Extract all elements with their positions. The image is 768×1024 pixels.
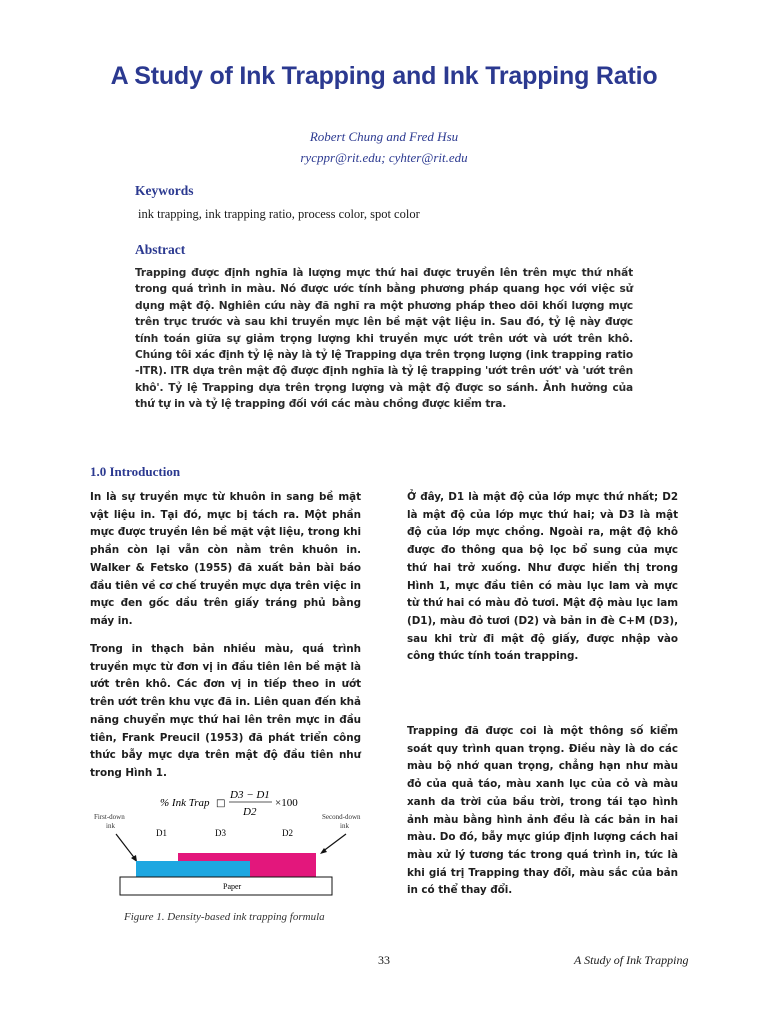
running-title: A Study of Ink Trapping — [574, 953, 689, 967]
author-emails: rycppr@rit.edu; cyhter@rit.edu — [300, 150, 468, 165]
formula-denominator: D2 — [243, 806, 257, 818]
first-down-label-line1: First-down — [94, 813, 125, 821]
abstract-text: Trapping được định nghĩa là lượng mực thứ hai được truyền lên trên mực thứ nhất trong quá trình in màu. Nó được ước tính bằng phương pháp quang học với việc sử dụng mật độ. Nghiên cứu này đã nghĩ ra một phương pháp theo dõi khối lượng mực trên trục trước và sau khi truyền mực lên bề mặt vật liệu in. Sau đó, tỷ lệ này được tính toán giữa sự giảm trọng lượng khi truyền mực ướt trên ướt và ướt trên khô. Chúng tôi xác định tỷ lệ này là tỷ lệ Trapping dựa trên trọng lượng (ink trapping ratio -ITR). ITR dựa trên mật độ được định nghĩa là tỷ lệ trapping 'ướt trên ướt' và 'ướt trên khô'. Tỷ lệ Trapping dựa trên trọng lượng và mật độ được so sánh. Ảnh hưởng của thứ tự in và tỷ lệ trapping đối với các màu chồng được kiểm tra. — [135, 267, 633, 411]
d1-label: D1 — [156, 828, 167, 838]
formula-symbol: □ — [216, 798, 226, 809]
intro-paragraph-2: Trong in thạch bản nhiều màu, quá trình truyền mực từ đơn vị in đầu tiên lên bề mặt là ướt trên khô. Các đơn vị in tiếp theo in ướt trên ướt trên khu vực đã in. Liên quan đến khả năng chuyển mực thứ hai lên trên mực in đầu tiên, Frank Preucil (1953) đã phát triển công thức bẫy mực dựa trên mật độ đầu tiên như trong Hình 1. — [90, 643, 361, 779]
formula-numerator: D3 − D1 — [230, 789, 270, 801]
formula-multiplier: ×100 — [275, 797, 298, 809]
introduction-heading: 1.0 Introduction — [90, 464, 181, 479]
second-down-label-line1: Second-down — [322, 813, 361, 821]
paper-title: A Study of Ink Trapping and Ink Trapping Ratio — [110, 62, 658, 90]
intro-paragraph-3: Ở đây, D1 là mật độ của lớp mực thứ nhất; D2 là mật độ của lớp mực thứ hai; và D3 là mật độ của lớp mực chồng. Ngoài ra, mật độ khô được đo thông qua bộ lọc bổ sung của mực thứ hai trở xuống. Như được hiển thị trong Hình 1, mực đầu tiên có màu lục lam và mực từ thứ hai có màu đỏ tươi. Mật độ màu lục lam (D1), màu đỏ tươi (D2) và bản in đè C+M (D3), sau khi trừ đi mật độ giấy, được nhập vào công thức tính toán trapping. — [407, 491, 678, 663]
intro-paragraph-1: In là sự truyền mực từ khuôn in sang bề mặt vật liệu in. Tại đó, mực bị tách ra. Một phần mực được truyền lên bề mặt vật liệu, trong khi phần còn lại vẫn còn nằm trên khuôn in. Walker & Fetsko (1955) đã xuất bản bài báo đầu tiên về cơ chế truyền mực dựa trên việc in mực đen gốc dầu trên giấy tráng phủ bằng máy in. — [90, 491, 361, 627]
first-down-label-line2: ink — [106, 822, 115, 830]
first-down-label — [94, 813, 126, 830]
second-down-label — [322, 813, 362, 830]
second-down-arrow — [322, 834, 346, 852]
cyan-layer — [136, 861, 250, 877]
paper-label: Paper — [223, 882, 242, 891]
formula-left: % Ink Trap — [160, 797, 210, 809]
figure-caption: Figure 1. Density-based ink trapping formula — [124, 911, 325, 923]
second-down-label-line2: ink — [340, 822, 349, 830]
ink-trapping-figure — [88, 786, 368, 906]
keywords-heading: Keywords — [135, 183, 194, 198]
first-down-arrowhead — [131, 855, 137, 862]
intro-paragraph-4: Trapping đã được coi là một thông số kiểm soát quy trình quan trọng. Điều này là do các màu bộ nhớ quan trọng, chẳng hạn như màu đỏ của quả táo, màu xanh lục của cỏ và màu xanh da trời của bầu trời, trong tái tạo hình ảnh màu bằng hình ảnh đều là các bản in hai màu. Do đó, bẫy mực giúp định lượng cách hai màu xử lý tương tác trong quá trình in, tức là khi giá trị Trapping thay đổi, màu sắc của bản in có thể thay đổi. — [407, 725, 678, 897]
first-down-arrow — [116, 834, 136, 860]
page-number: 33 — [378, 953, 390, 967]
author-block — [0, 126, 768, 168]
abstract-heading: Abstract — [135, 242, 186, 257]
d2-label: D2 — [282, 828, 293, 838]
d3-label: D3 — [215, 828, 226, 838]
author-names: Robert Chung and Fred Hsu — [309, 129, 459, 144]
keywords-text: ink trapping, ink trapping ratio, process color, spot color — [138, 207, 420, 221]
